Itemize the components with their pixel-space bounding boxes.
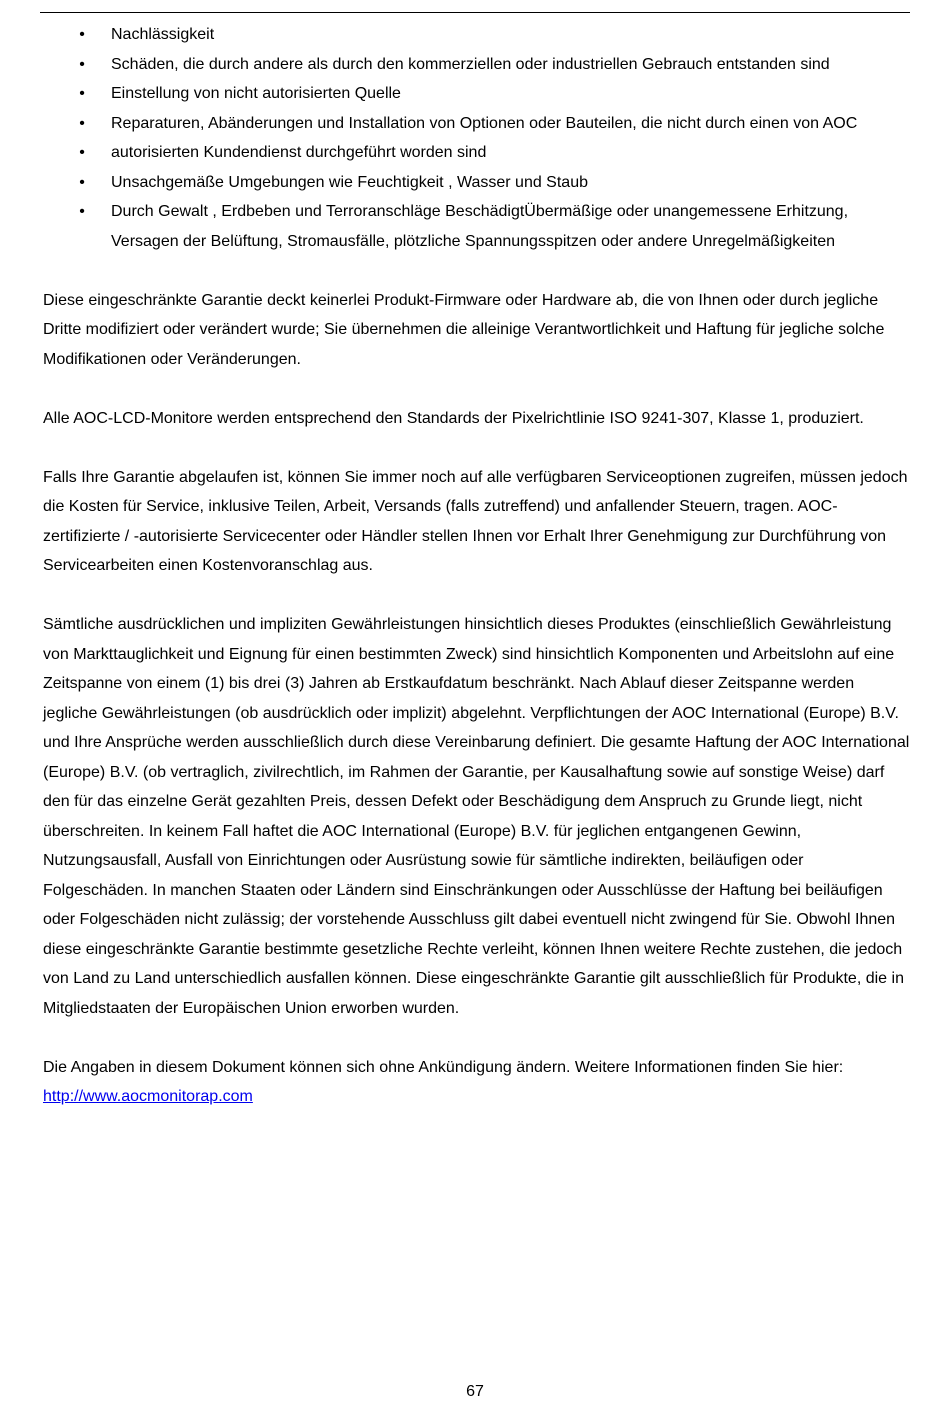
document-body bbox=[43, 20, 911, 1112]
website-link[interactable]: http://www.aocmonitorap.com bbox=[43, 1088, 253, 1105]
bullet-icon: • bbox=[79, 144, 85, 161]
bullet-icon: • bbox=[79, 203, 85, 220]
bullet-icon: • bbox=[79, 173, 85, 191]
paragraph-pixel-policy: Alle AOC-LCD-Monitore werden entsprechend den Standards der Pixelrichtlinie ISO 9241-307, Klasse 1, produziert. bbox=[43, 409, 864, 427]
list-item bbox=[43, 20, 911, 50]
list-item-text: Nachlässigkeit bbox=[111, 26, 215, 43]
bullet-icon: • bbox=[79, 26, 85, 43]
paragraph-liability: Sämtliche ausdrücklichen und impliziten Gewährleistungen hinsichtlich dieses Produktes (einschließlich Gewährleistung von Markttauglichkeit und Eignung für einen bestimmten Zweck) sind hinsichtlich Komponenten und Arbeitslohn auf eine Zeitspanne von einem (1) bis drei (3) Jahren ab Erstkaufdatum beschränkt. Nach Ablauf dieser Zeitspanne werden jegliche Gewährleistungen (ob ausdrücklich oder implizit) abgelehnt. Verpflichtungen der AOC International (Europe) B.V. und Ihre Ansprüche werden ausschließlich durch diese Vereinbarung definiert. Die gesamte Haftung der AOC International (Europe) B.V. (ob vertraglich, zivilrechtlich, im Rahmen der Garantie, per Kausalhaftung sowie auf sonstige Weise) darf den für das einzelne Gerät gezahlten Preis, dessen Defekt oder Beschädigung dem Anspruch zu Grunde liegt, nicht überschreiten. In keinem Fall haftet die AOC International (Europe) B.V. für jeglichen entgangenen Gewinn, Nutzungsausfall, Ausfall von Einrichtungen oder Ausrüstung sowie für sämtliche indirekten, beiläufigen oder Folgeschäden. In manchen Staaten oder Ländern sind Einschränkungen oder Ausschlüsse der Haftung bei beiläufigen oder Folgeschäden nicht zulässig; der vorstehende Ausschluss gilt dabei eventuell nicht zwingend für Sie. Obwohl Ihnen diese eingeschränkte Garantie bestimmte gesetzliche Rechte verleiht, können Ihnen weitere Rechte zustehen, die jedoch von Land zu Land unterschiedlich ausfallen können. Diese eingeschränkte Garantie gilt ausschließlich für Produkte, die in Mitgliedstaaten der Europäischen Union erworben wurden. bbox=[43, 616, 910, 1017]
bullet-icon: • bbox=[79, 55, 85, 73]
final-note bbox=[43, 1053, 911, 1112]
list-item bbox=[43, 138, 911, 168]
list-item-text: Einstellung von nicht autorisierten Quelle bbox=[111, 85, 401, 102]
list-item bbox=[43, 79, 911, 109]
list-item-text: Schäden, die durch andere als durch den kommerziellen oder industriellen Gebrauch entstanden sind bbox=[111, 55, 830, 73]
bullet-icon: • bbox=[79, 85, 85, 102]
bullet-icon: • bbox=[79, 114, 85, 132]
list-item-text: Reparaturen, Abänderungen und Installation von Optionen oder Bauteilen, die nicht durch einen von AOC bbox=[111, 114, 858, 132]
header-rule bbox=[40, 12, 910, 13]
list-item bbox=[43, 109, 911, 139]
paragraph-expired-warranty: Falls Ihre Garantie abgelaufen ist, können Sie immer noch auf alle verfügbaren Serviceoptionen zugreifen, müssen jedoch die Kosten für Service, inklusive Teilen, Arbeit, Versands (falls zutreffend) und anfallender Steuern, tragen. AOC-zertifizierte / -autorisierte Servicecenter oder Händler stellen Ihnen vor Erhalt Ihrer Genehmigung zur Durchführung von Servicearbeiten einen Kostenvoranschlag aus. bbox=[43, 468, 908, 574]
page-number: 67 bbox=[466, 1383, 484, 1400]
list-item-text: autorisierten Kundendienst durchgeführt worden sind bbox=[111, 144, 487, 161]
list-item bbox=[43, 168, 911, 198]
list-item-text: Durch Gewalt , Erdbeben und Terroranschläge BeschädigtÜbermäßige oder unangemessene Erhitzung, Versagen der Belüftung, Stromausfälle, plötzliche Spannungsspitzen oder andere Unregelmäßigkeiten bbox=[111, 203, 849, 250]
exclusion-list bbox=[43, 20, 911, 256]
list-item bbox=[43, 197, 911, 256]
paragraph-firmware: Diese eingeschränkte Garantie deckt keinerlei Produkt-Firmware oder Hardware ab, die von Ihnen oder durch jegliche Dritte modifiziert oder verändert wurde; Sie übernehmen die alleinige Verantwortlichkeit und Haftung für jegliche solche Modifikationen oder Veränderungen. bbox=[43, 291, 885, 368]
list-item bbox=[43, 50, 911, 80]
list-item-text: Unsachgemäße Umgebungen wie Feuchtigkeit , Wasser und Staub bbox=[111, 173, 588, 191]
final-note-text: Die Angaben in diesem Dokument können sich ohne Ankündigung ändern. Weitere Informationen finden Sie hier: bbox=[43, 1058, 844, 1076]
